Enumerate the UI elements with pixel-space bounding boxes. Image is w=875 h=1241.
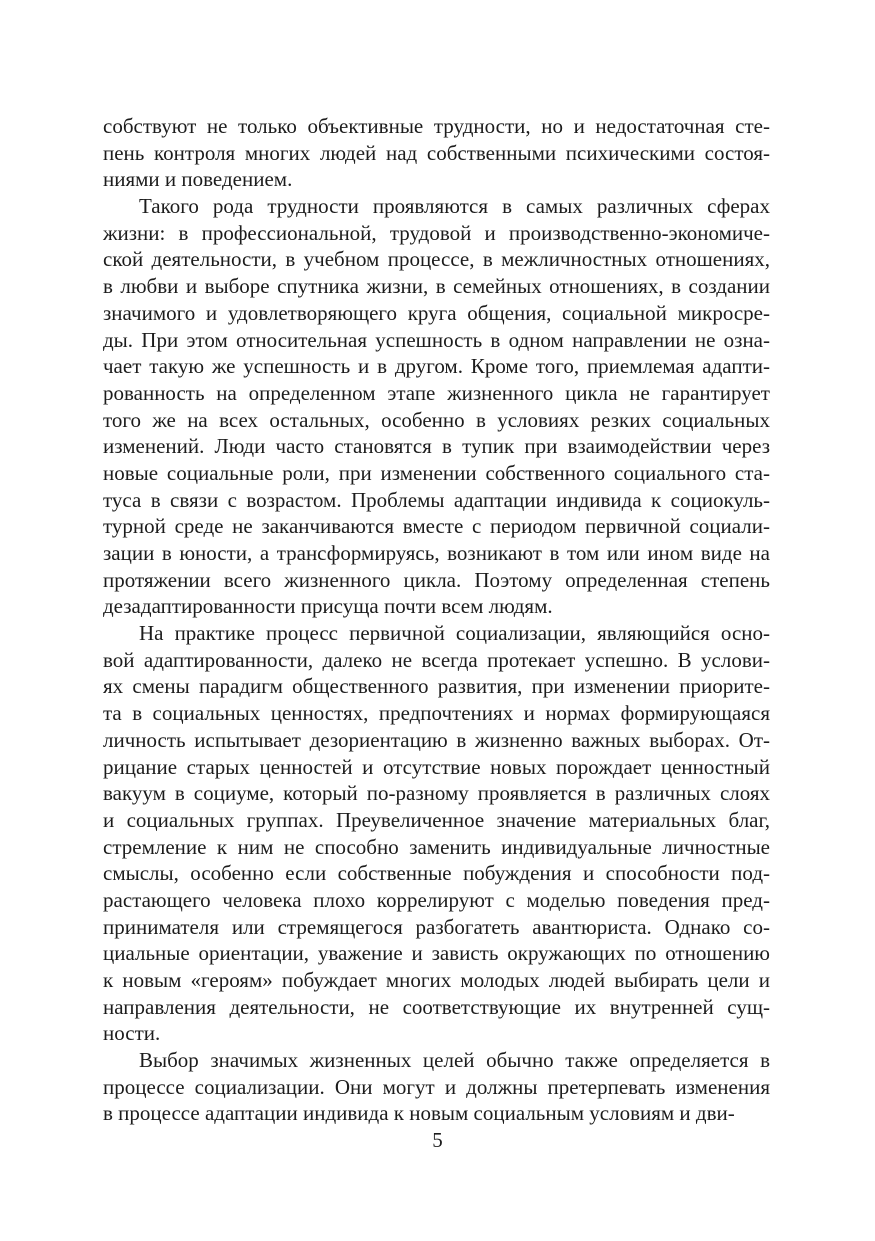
text-line: рицание старых ценностей и отсутствие новых порождает ценностный xyxy=(103,754,770,779)
body-text xyxy=(103,113,770,1127)
text-line: стремление к ним не способно заменить индивидуальные личностные xyxy=(103,834,770,859)
text-line: в процессе адаптации индивида к новым социальным условиям и дви- xyxy=(103,1101,735,1126)
text-line: жизни: в профессиональной, трудовой и производственно-экономиче- xyxy=(103,220,770,245)
text-line: Выбор значимых жизненных целей обычно также определяется в xyxy=(139,1048,770,1073)
text-line: ды. При этом относительная успешность в одном направлении не озна- xyxy=(103,327,770,352)
text-line: изменений. Люди часто становятся в тупик при взаимодействии через xyxy=(103,434,770,459)
paragraph xyxy=(103,620,770,1047)
text-line: туса в связи с возрастом. Проблемы адаптации индивида к социокуль- xyxy=(103,487,770,512)
text-line: смыслы, особенно если собственные побуждения и способности под- xyxy=(103,861,770,886)
text-line: новые социальные роли, при изменении собственного социального ста- xyxy=(103,460,770,485)
text-line: зации в юности, а трансформируясь, возникают в том или ином виде на xyxy=(103,541,770,565)
paragraph xyxy=(103,1047,770,1127)
page-number: 5 xyxy=(432,1128,443,1152)
text-line: ях смены парадигм общественного развития, при изменении приорите- xyxy=(103,674,770,699)
text-line: вакуум в социуме, который по-разному проявляется в различных слоях xyxy=(103,781,770,806)
text-line: процессе социализации. Они могут и должны претерпевать изменения xyxy=(103,1074,770,1099)
text-line: того же на всех остальных, особенно в условиях резких социальных xyxy=(103,407,770,432)
text-line: та в социальных ценностях, предпочтениях и нормах формирующаяся xyxy=(103,701,770,726)
text-line: принимателя или стремящегося разбогатеть авантюриста. Однако со- xyxy=(103,914,770,939)
text-line: ности. xyxy=(103,1021,161,1046)
text-line: рованность на определенном этапе жизненного цикла не гарантирует xyxy=(103,380,770,405)
text-line: в любви и выборе спутника жизни, в семейных отношениях, в создании xyxy=(103,274,770,299)
text-line: турной среде не заканчиваются вместе с периодом первичной социали- xyxy=(103,514,770,539)
text-line: направления деятельности, не соответствующие их внутренней сущ- xyxy=(103,994,770,1019)
text-line: растающего человека плохо коррелируют с моделью поведения пред- xyxy=(103,887,770,912)
text-line: протяжении всего жизненного цикла. Поэтому определенная степень xyxy=(103,567,770,592)
text-line: чает такую же успешность и в другом. Кроме того, приемлемая адапти- xyxy=(103,354,770,379)
text-line: вой адаптированности, далеко не всегда протекает успешно. В услови- xyxy=(103,647,770,672)
text-line: На практике процесс первичной социализации, являющийся осно- xyxy=(139,621,770,646)
text-line: и социальных группах. Преувеличенное значение материальных благ, xyxy=(103,807,770,832)
text-line: собствуют не только объективные трудности, но и недостаточная сте- xyxy=(103,114,770,138)
text-line: пень контроля многих людей над собственными психическими состоя- xyxy=(103,140,770,165)
text-line: личность испытывает дезориентацию в жизненно важных выборах. От- xyxy=(103,727,770,752)
text-line: к новым «героям» побуждает многих молодых людей выбирать цели и xyxy=(103,968,770,992)
text-line: циальные ориентации, уважение и зависть окружающих по отношению xyxy=(103,941,770,966)
text-line: дезадаптированности присуща почти всем людям. xyxy=(103,594,553,619)
text-line: ской деятельности, в учебном процессе, в межличностных отношениях, xyxy=(103,247,770,272)
text-line: Такого рода трудности проявляются в самых различных сферах xyxy=(139,194,770,219)
text-line: значимого и удовлетворяющего круга общения, социальной микросре- xyxy=(103,300,770,325)
paragraph xyxy=(103,193,770,620)
text-line: ниями и поведением. xyxy=(103,167,293,192)
paragraph xyxy=(103,113,770,193)
